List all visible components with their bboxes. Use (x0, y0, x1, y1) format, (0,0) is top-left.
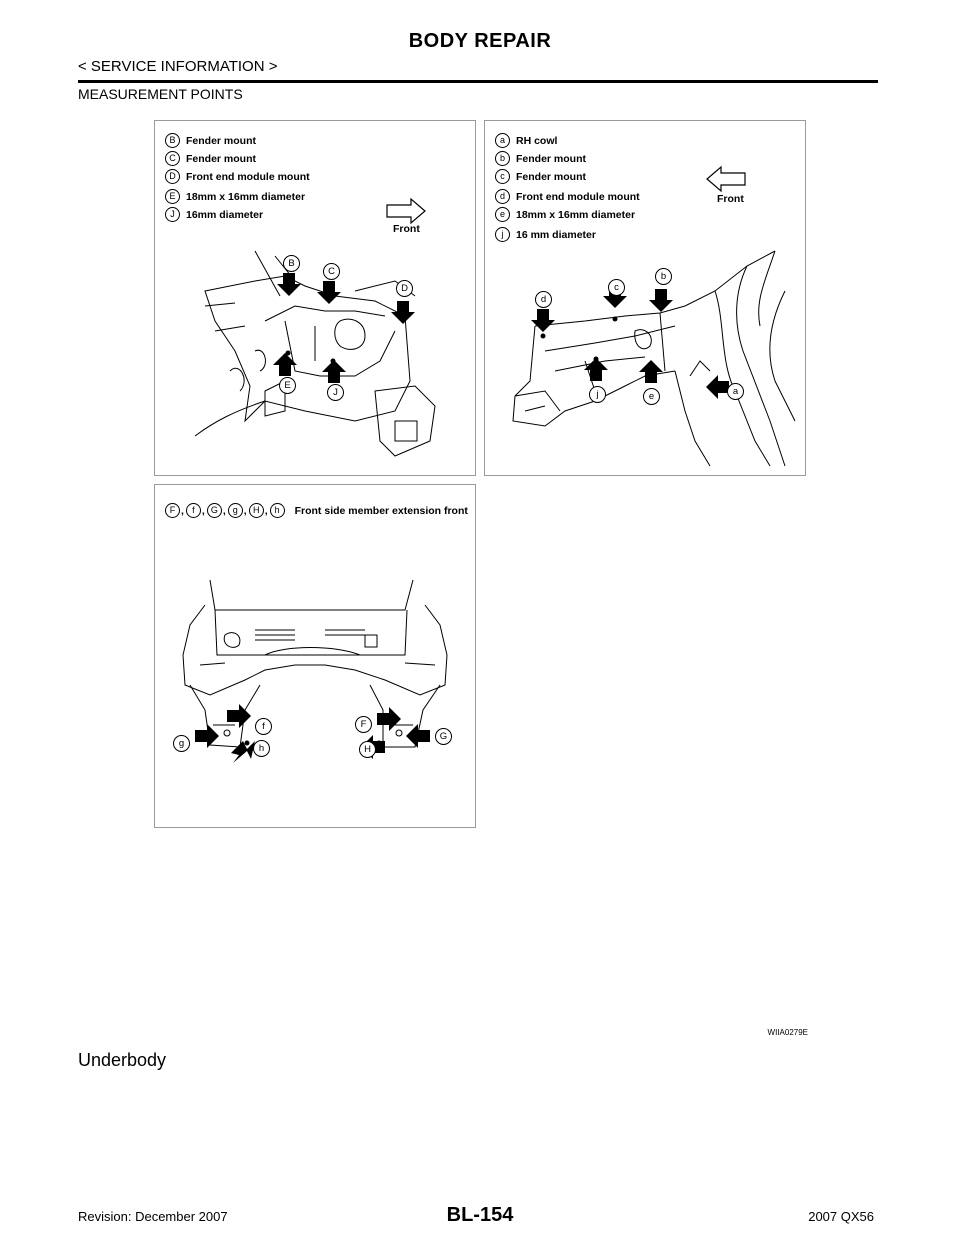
legend-key: d (495, 189, 510, 204)
legend-key: E (165, 189, 180, 204)
legend-text: Fender mount (516, 170, 586, 183)
legend-text: Front end module mount (516, 190, 640, 203)
callout-C: C (323, 263, 340, 280)
legend-text: Front side member extension front (294, 504, 468, 517)
footer-model: 2007 QX56 (808, 1209, 874, 1224)
front-end-structure-drawing (155, 121, 475, 475)
front-label: Front (717, 193, 744, 205)
legend-key: f (186, 503, 201, 518)
callout-J: J (327, 384, 344, 401)
callout-h: h (253, 740, 270, 757)
callout-a: a (727, 383, 744, 400)
footer-page-number: BL-154 (446, 1204, 514, 1226)
figure-code: WIIA0279E (767, 1028, 808, 1037)
rh-front-structure-drawing (485, 121, 805, 475)
legend-key: J (165, 207, 180, 222)
callout-b: b (655, 268, 672, 285)
legend-key: D (165, 169, 180, 184)
callout-d: d (535, 291, 552, 308)
legend-key: c (495, 169, 510, 184)
legend-text: Fender mount (516, 152, 586, 165)
legend-text: RH cowl (516, 134, 558, 147)
front-side-member-drawing (155, 485, 475, 827)
legend-text: Fender mount (186, 152, 256, 165)
callout-D: D (396, 280, 413, 297)
callout-e: e (643, 388, 660, 405)
callout-B: B (283, 255, 300, 272)
legend-text: 16mm diameter (186, 208, 264, 221)
legend-key: C (165, 151, 180, 166)
figure-panel-left (154, 120, 476, 476)
figure-panel-bottom (154, 484, 476, 828)
figure-panel-right (484, 120, 806, 476)
subsection-title: MEASUREMENT POINTS (78, 86, 243, 102)
legend-key: a (495, 133, 510, 148)
legend-text: 18mm x 16mm diameter (186, 190, 306, 203)
legend-key: j (495, 227, 510, 242)
legend-text: 18mm x 16mm diameter (516, 208, 636, 221)
legend-key: F (165, 503, 180, 518)
legend-key: g (228, 503, 243, 518)
legend-key: h (270, 503, 285, 518)
legend-text: Fender mount (186, 134, 256, 147)
callout-G: G (435, 728, 452, 745)
callout-H: H (359, 741, 376, 758)
header-rule (78, 80, 878, 83)
legend-key: e (495, 207, 510, 222)
legend-key: B (165, 133, 180, 148)
legend-key: H (249, 503, 264, 518)
callout-f: f (255, 718, 272, 735)
callout-F: F (355, 716, 372, 733)
footer-revision: Revision: December 2007 (78, 1209, 228, 1224)
legend-key: G (207, 503, 222, 518)
callout-g: g (173, 735, 190, 752)
callout-j: j (589, 386, 606, 403)
page-title: BODY REPAIR (408, 30, 552, 52)
callout-E: E (279, 377, 296, 394)
legend-text: Front end module mount (186, 170, 310, 183)
legend-bottom: F , f , G , g , H , h Front side member extension front (165, 503, 468, 518)
legend-text: 16 mm diameter (516, 228, 596, 241)
legend-key: b (495, 151, 510, 166)
callout-c: c (608, 279, 625, 296)
next-section-heading: Underbody (78, 1050, 167, 1070)
section-label: < SERVICE INFORMATION > (78, 58, 278, 75)
front-label: Front (393, 223, 420, 235)
